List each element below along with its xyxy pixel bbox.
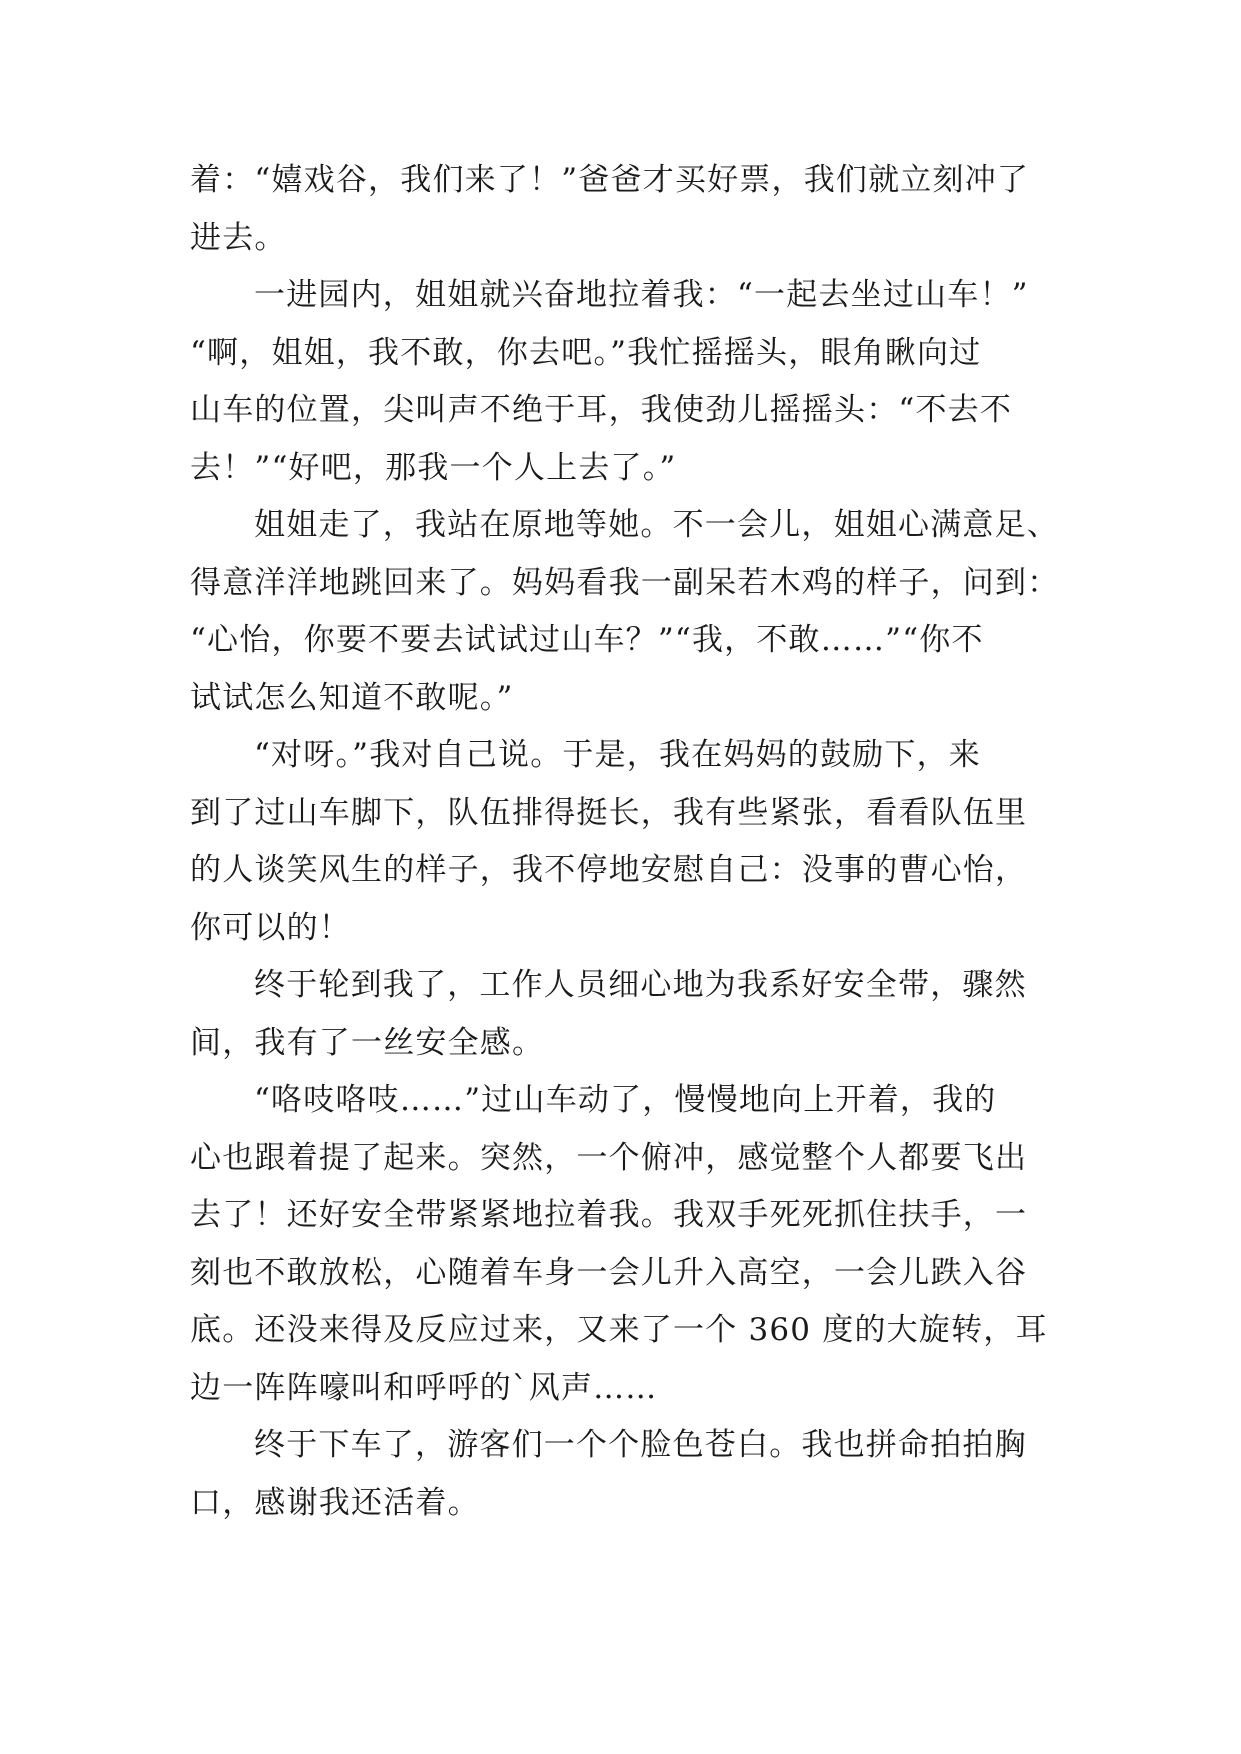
text-line: 边一阵阵嚎叫和呼呼的`风声…… bbox=[190, 1369, 658, 1406]
paragraph-start-line: 终于轮到我了，工作人员细心地为我系好安全带，骤然 bbox=[254, 967, 1027, 1003]
paragraph-start-line: 终于下车了，游客们一个个脸色苍白。我也拼命拍拍胸 bbox=[254, 1427, 1027, 1463]
text-line: 进去。 bbox=[190, 219, 287, 256]
text-line: 你可以的！ bbox=[190, 909, 351, 946]
paragraph-start-line: 姐姐走了，我站在原地等她。不一会儿，姐姐心满意足、 bbox=[254, 507, 1059, 543]
text-line: 底。还没来得及反应过来，又来了一个 360 度的大旋转，耳 bbox=[190, 1312, 1048, 1348]
paragraph-start-line: “咯吱咯吱……”过山车动了，慢慢地向上开着，我的 bbox=[254, 1082, 997, 1118]
text-line: 的人谈笑风生的样子，我不停地安慰自己：没事的曹心怡， bbox=[190, 852, 1028, 888]
text-line: “心怡，你要不要去试试过山车？”“我，不敢……”“你不 bbox=[190, 622, 984, 658]
text-line: 去了！还好安全带紧紧地拉着我。我双手死死抓住扶手，一 bbox=[190, 1197, 1028, 1233]
text-line: 刻也不敢放松，心随着车身一会儿升入高空，一会儿跌入谷 bbox=[190, 1254, 1028, 1291]
text-line: 得意洋洋地跳回来了。妈妈看我一副呆若木鸡的样子，问到： bbox=[190, 564, 1060, 601]
text-line: 到了过山车脚下，队伍排得挺长，我有些紧张，看看队伍里 bbox=[190, 794, 1028, 831]
paragraph-start-line: 一进园内，姐姐就兴奋地拉着我：“一起去坐过山车！” bbox=[254, 277, 1029, 313]
text-line: 试试怎么知道不敢呢。” bbox=[190, 679, 514, 716]
text-line: “啊，姐姐，我不敢，你去吧。”我忙摇摇头，眼角瞅向过 bbox=[190, 334, 982, 371]
document-body bbox=[190, 152, 1060, 1532]
paragraph-start-line: “对呀。”我对自己说。于是，我在妈妈的鼓励下，来 bbox=[254, 737, 981, 773]
text-line: 口，感谢我还活着。 bbox=[190, 1484, 480, 1521]
text-line: 着：“嬉戏谷，我们来了！”爸爸才买好票，我们就立刻冲了 bbox=[190, 162, 1030, 198]
text-line: 心也跟着提了起来。突然，一个俯冲，感觉整个人都要飞出 bbox=[190, 1139, 1028, 1176]
text-line: 山车的位置，尖叫声不绝于耳，我使劲儿摇摇头：“不去不 bbox=[190, 392, 1013, 428]
text-line: 去！”“好吧，那我一个人上去了。” bbox=[190, 449, 677, 486]
text-line: 间，我有了一丝安全感。 bbox=[190, 1024, 545, 1061]
